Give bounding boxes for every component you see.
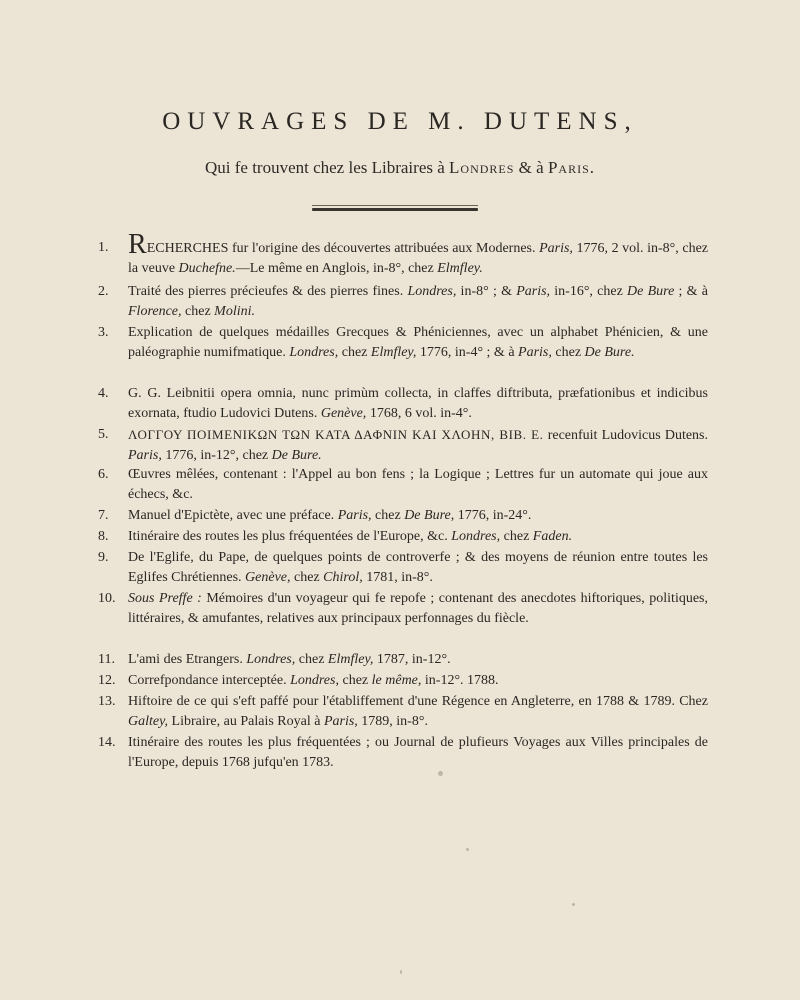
entry-seg: Itinéraire des routes les plus fréquentées ; ou Journal de plufieurs Voyages aux Villes principales de l'Europe, depuis 1768 jufqu'en 1783. (128, 735, 708, 771)
entry-place: Paris, (337, 508, 372, 523)
entry-place: Londres, (290, 673, 339, 688)
entry-number: 1. (98, 240, 109, 255)
subtitle-a: à (536, 158, 544, 177)
subtitle-city-paris: Paris. (547, 158, 595, 177)
entry-seg: De l'Eglife, du Pape, de quelques points de controverfe ; & des moyens de réunion entre toutes les Eglifes Chrétiennes. (128, 550, 708, 586)
entry-seg: 1789, in-8°. (357, 714, 428, 730)
entry-seg: Œuvres mêlées, contenant : l'Appel au bon fens ; la Logique ; Lettres fur un automate qui joue aux échecs, &c. (128, 467, 708, 503)
entry-seg: 1781, in-8°. (362, 570, 433, 586)
entry-number: 12. (98, 673, 116, 688)
entry-publisher: De Bure, (404, 508, 455, 523)
subtitle-ampersand: & (518, 158, 532, 177)
entry-place: Paris, (128, 448, 162, 464)
entry-seg: Explication de quelques médailles Grecques & Phéniciennes, avec un alphabet Phénicien, & une paléographie numifmatique. (128, 325, 708, 361)
entry-publisher: De Bure (627, 284, 675, 299)
entry-number: 2. (98, 284, 109, 299)
entry-publisher: Elmfley, (370, 345, 417, 361)
entry-number: 9. (98, 550, 109, 565)
entry-place: Genève, (320, 406, 367, 422)
paper-blemish (438, 771, 443, 776)
paper-blemish (572, 903, 575, 906)
entry-seg: 1776, 2 vol. in-8°, chez la veuve (128, 241, 708, 277)
entry-publisher: Galtey, (128, 714, 169, 730)
entry-number: 14. (98, 735, 116, 750)
subtitle (0, 158, 800, 178)
entry-place: Paris, (323, 714, 358, 730)
entry-publisher: Chirol, (323, 570, 363, 586)
entry-text (128, 692, 708, 733)
entry-seg: —Le même en Anglois, in-8°, chez (235, 261, 438, 277)
entry-publisher: Duchefne. (178, 261, 236, 277)
paper-blemish (400, 970, 402, 974)
entry-text (128, 323, 708, 364)
entry-status: Sous Preffe : (128, 591, 202, 606)
entry-place: Genève, (245, 570, 291, 586)
entry-place: Londres, (289, 345, 339, 361)
entry-number: 7. (98, 508, 109, 523)
entry-seg: 1787, in-12°. (373, 652, 451, 667)
entry-place: Londres, (407, 284, 457, 299)
entry-seg: Libraire, au Palais Royal à (168, 714, 324, 730)
entry-publisher: le même, (371, 673, 422, 688)
entry-number: 11. (98, 652, 115, 667)
entry-seg: Correfpondance interceptée. (128, 673, 291, 688)
entry-text (128, 425, 708, 467)
entry-number: 6. (98, 467, 109, 482)
entry-text (128, 229, 708, 280)
entry-place: Paris, (516, 284, 551, 299)
entry-place: Paris, (518, 345, 552, 361)
entry-seg: Hiftoire de ce qui s'eft paffé pour l'établiffement d'une Régence en Angleterre, en 1788 & 1789. Chez (128, 694, 708, 709)
entry-seg: chez (551, 345, 585, 361)
entry-seg: 1776, in-12°, chez (161, 448, 272, 464)
entry-text (128, 465, 708, 506)
entry-seg: in-8° ; & (456, 284, 517, 299)
entry-seg: in-12°. 1788. (421, 673, 499, 688)
entry-seg: chez (500, 529, 533, 544)
entry-publisher: De Bure. (584, 345, 635, 361)
entry-seg: Itinéraire des routes les plus fréquentées de l'Europe, &c. (128, 529, 452, 544)
subtitle-text: Qui fe trouvent chez les Libraires à (204, 158, 445, 177)
entry-text (128, 671, 708, 691)
entry-place: Florence, (128, 304, 182, 320)
subtitle-city-london: Londres (449, 158, 515, 177)
entry-seg: chez (338, 345, 371, 361)
entry-publisher: Faden. (532, 529, 573, 544)
page-title: OUVRAGES DE M. DUTENS, (162, 108, 638, 135)
entry-text (128, 733, 708, 774)
entry-seg: chez (181, 304, 215, 320)
entry-text (128, 384, 708, 425)
entry-text (128, 282, 708, 323)
entry-seg: in-16°, chez (550, 284, 628, 299)
paper-blemish (466, 848, 469, 851)
entry-text (128, 506, 708, 526)
entry-text (128, 650, 708, 670)
entry-text (128, 548, 708, 589)
entry-number: 13. (98, 694, 116, 709)
entry-number: 3. (98, 325, 109, 340)
entry-number: 4. (98, 386, 109, 401)
entry-seg: chez (295, 652, 328, 667)
entry-publisher: De Bure. (271, 448, 322, 464)
entry-publisher: Elmfley, (327, 652, 374, 667)
entry-seg: Traité des pierres précieufes & des pierres fines. (128, 284, 408, 299)
entry-greek-title: ΛΟΓΓΟΥ ΠΟΙΜΕΝΙΚΩΝ ΤΩΝ ΚΑΤΑ ΔΑΦΝΙΝ ΚΑΙ ΧΛΟΗΝ, ΒΙΒ. Ε. (128, 427, 544, 442)
entry-seg: chez (338, 673, 372, 688)
entry-place: Paris, (539, 241, 573, 256)
entry-head: ECHERCHES (146, 241, 229, 256)
entry-seg: fur l'origine des découvertes attribuées aux Modernes. (228, 241, 540, 256)
ornamental-rule (312, 208, 478, 211)
entry-number: 8. (98, 529, 109, 544)
entry-seg: 1776, in-4° ; & à (416, 345, 519, 361)
entry-place: Londres, (451, 529, 501, 544)
entry-seg: Manuel d'Epictète, avec une préface. (128, 508, 338, 523)
entry-seg: 1776, in-24°. (454, 508, 532, 523)
entry-seg: L'ami des Etrangers. (128, 652, 247, 667)
entry-text (128, 589, 708, 630)
entry-number: 5. (98, 427, 109, 442)
entry-seg: ; & à (674, 284, 709, 299)
entry-publisher: Elmfley. (437, 261, 483, 277)
entry-seg: recenfuit Ludovicus Dutens. (543, 428, 708, 443)
drop-cap: R (128, 229, 147, 260)
entry-seg: G. G. Leibnitii opera omnia, nunc primùm collecta, in claffes diftributa, præfationibus et indicibus exornata, ftudio Ludovici Dutens. (128, 386, 708, 422)
entry-seg: chez (290, 570, 324, 586)
entry-seg: chez (371, 508, 405, 523)
entry-number: 10. (98, 591, 116, 606)
entry-seg: 1768, 6 vol. in-4°. (366, 406, 472, 422)
entry-text (128, 527, 708, 547)
entry-publisher: Molini. (214, 304, 256, 320)
entry-place: Londres, (246, 652, 296, 667)
entry-seg: Mémoires d'un voyageur qui fe repofe ; contenant des anecdotes hiftoriques, politiques, littéraires, & amufantes, relatives aux principaux perfonnages du fiècle. (128, 591, 708, 627)
